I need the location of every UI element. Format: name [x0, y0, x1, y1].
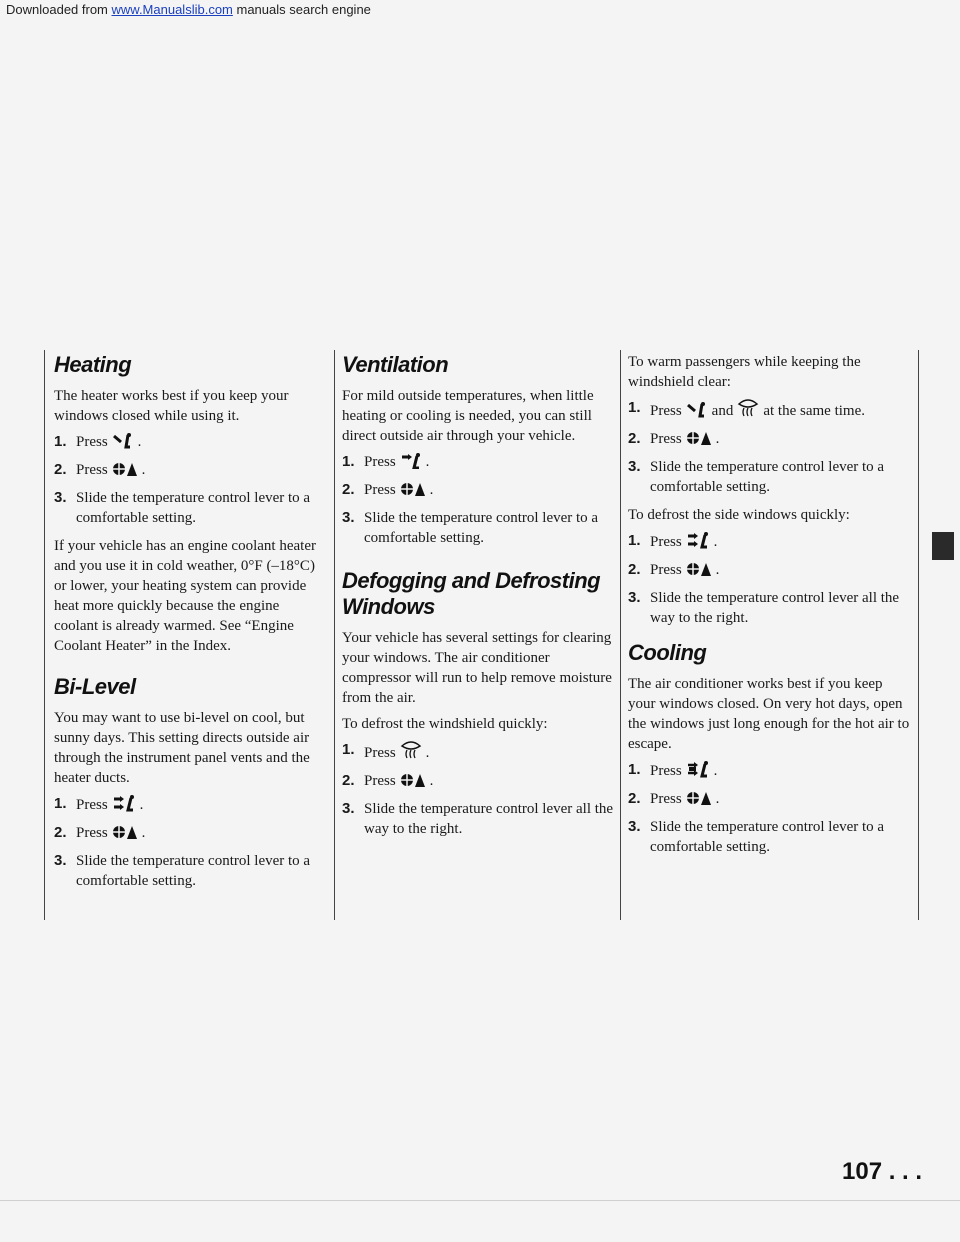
step-text: Press [650, 534, 682, 550]
step-text: Slide the temperature control lever all the way to the right. [650, 590, 900, 626]
heating-step-1: 1. Press . [54, 432, 322, 455]
section-tab-marker [932, 532, 954, 560]
defog-step-3 [342, 799, 614, 839]
step-text: Press [650, 403, 682, 419]
download-banner [6, 2, 371, 17]
step-text: Press [76, 825, 108, 841]
left-margin-rule [44, 350, 45, 920]
heating-heading: Heating [54, 352, 132, 377]
ventilation-intro: For mild outside temperatures, when little heating or cooling is needed, you can still direct outside air through your vehicle. [342, 388, 594, 444]
column-middle [342, 352, 614, 847]
cooling-heading: Cooling [628, 640, 707, 665]
floor-mode-icon [686, 402, 708, 424]
step-number: 1. [628, 399, 641, 416]
step-text: Slide the temperature control lever all the way to the right. [364, 801, 614, 837]
step-text: Press [364, 482, 396, 498]
step-number: 2. [54, 461, 67, 478]
step-number: 2. [342, 481, 355, 498]
column-divider-1 [334, 350, 335, 920]
fan-icon [112, 461, 138, 483]
ac-mode-icon [686, 760, 710, 784]
ventilation-step-2: 2. Press . [342, 480, 614, 503]
step-number: 2. [54, 824, 67, 841]
step-text: Press [650, 562, 682, 578]
side-step-2: 2. Press . [628, 560, 912, 583]
passengers-step-1 [628, 398, 912, 424]
bilevel-step-2: 2. Press . [54, 823, 322, 846]
step-number: 3. [628, 589, 641, 606]
bilevel-heading: Bi-Level [54, 674, 136, 699]
right-margin-rule [918, 350, 919, 920]
passengers-lead: To warm passengers while keeping the windshield clear: [628, 354, 861, 390]
heating-note: If your vehicle has an engine coolant heater and you use it in cold weather, 0°F (–18°C) or lower, your heating system can provide heat more quickly because the engine coolant is already warmed. See “Engine Coolant Heater” in the Index. [54, 538, 316, 654]
step-number: 1. [342, 453, 355, 470]
vent-mode-icon [400, 453, 422, 475]
step-text: Press [364, 454, 396, 470]
footer-rule [0, 1200, 960, 1201]
step-number: 1. [342, 741, 355, 758]
fan-icon [400, 481, 426, 503]
passengers-step-3 [628, 457, 912, 497]
cooling-step-1: 1. Press . [628, 760, 912, 784]
ventilation-step-3 [342, 508, 614, 548]
ventilation-step-1: 1. Press . [342, 452, 614, 475]
step-number: 2. [628, 561, 641, 578]
banner-suffix: manuals search engine [232, 2, 371, 17]
step-number: 3. [342, 509, 355, 526]
fan-icon [686, 430, 712, 452]
bilevel-step-3 [54, 851, 322, 891]
cooling-intro: The air conditioner works best if you keep your windows closed. On very hot days, open the windows just long enough for the hot air to escape. [628, 676, 910, 752]
defog-steps [342, 740, 614, 839]
step-number: 3. [628, 458, 641, 475]
side-steps [628, 531, 912, 628]
column-right [628, 352, 912, 865]
step-text: Slide the temperature control lever to a comfortable setting. [364, 510, 599, 546]
step-number: 2. [628, 790, 641, 807]
step-number: 3. [628, 818, 641, 835]
page-number: 107 . . . [842, 1158, 923, 1185]
step-number: 1. [54, 795, 67, 812]
defog-step-2: 2. Press . [342, 771, 614, 794]
defog-intro: Your vehicle has several settings for clearing your windows. The air conditioner compressor will run to help remove moisture from the air. [342, 630, 612, 706]
step-text: Press [76, 797, 108, 813]
step-text: Press [650, 791, 682, 807]
step-number: 1. [628, 761, 641, 778]
step-number: 1. [54, 433, 67, 450]
step-text: Press [76, 434, 108, 450]
defrost-icon [737, 398, 759, 424]
cooling-step-3 [628, 817, 912, 857]
heating-step-3 [54, 488, 322, 528]
fan-icon [112, 824, 138, 846]
column-left [54, 352, 322, 899]
heating-step-2: 2. Press . [54, 460, 322, 483]
step-text: Press [364, 745, 396, 761]
column-divider-2 [620, 350, 621, 920]
bilevel-mode-icon [686, 531, 710, 555]
step-text: Slide the temperature control lever to a comfortable setting. [650, 819, 885, 855]
step-number: 1. [628, 532, 641, 549]
passengers-steps [628, 398, 912, 497]
defog-lead: To defrost the windshield quickly: [342, 716, 548, 732]
ventilation-steps [342, 452, 614, 548]
banner-prefix: Downloaded from [6, 2, 112, 17]
step-number: 3. [342, 800, 355, 817]
bilevel-steps [54, 794, 322, 891]
fan-icon [686, 561, 712, 583]
cooling-step-2: 2. Press . [628, 789, 912, 812]
step-text: Press [76, 462, 108, 478]
bilevel-step-1: 1. Press . [54, 794, 322, 818]
fan-icon [686, 790, 712, 812]
heating-steps [54, 432, 322, 528]
step-text-and: and [711, 403, 734, 419]
fan-icon [400, 772, 426, 794]
passengers-step-2: 2. Press . [628, 429, 912, 452]
manualslib-link[interactable]: www.Manualslib.com [111, 2, 233, 17]
bilevel-mode-icon [112, 794, 136, 818]
step-text: Press [650, 763, 682, 779]
step-text: Press [364, 773, 396, 789]
defog-heading-line2: Windows [342, 594, 435, 619]
defog-heading [342, 568, 614, 620]
ventilation-heading: Ventilation [342, 352, 449, 377]
side-step-3 [628, 588, 912, 628]
side-lead: To defrost the side windows quickly: [628, 507, 850, 523]
defog-heading-line1: Defogging and Defrosting [342, 568, 601, 593]
bilevel-intro: You may want to use bi-level on cool, but sunny days. This setting directs outside air through the instrument panel vents and the heater ducts. [54, 710, 310, 786]
step-text: Press [650, 431, 682, 447]
cooling-steps [628, 760, 912, 857]
heating-intro: The heater works best if you keep your windows closed while using it. [54, 388, 289, 424]
step-text: Slide the temperature control lever to a comfortable setting. [650, 459, 885, 495]
defog-step-1: 1. Press . [342, 740, 614, 766]
defrost-icon [400, 740, 422, 766]
floor-mode-icon [112, 433, 134, 455]
step-text: Slide the temperature control lever to a comfortable setting. [76, 853, 311, 889]
step-text: Slide the temperature control lever to a comfortable setting. [76, 490, 311, 526]
step-number: 3. [54, 852, 67, 869]
step-number: 2. [628, 430, 641, 447]
step-number: 3. [54, 489, 67, 506]
step-text-tail: at the same time. [763, 403, 865, 419]
side-step-1: 1. Press . [628, 531, 912, 555]
step-number: 2. [342, 772, 355, 789]
